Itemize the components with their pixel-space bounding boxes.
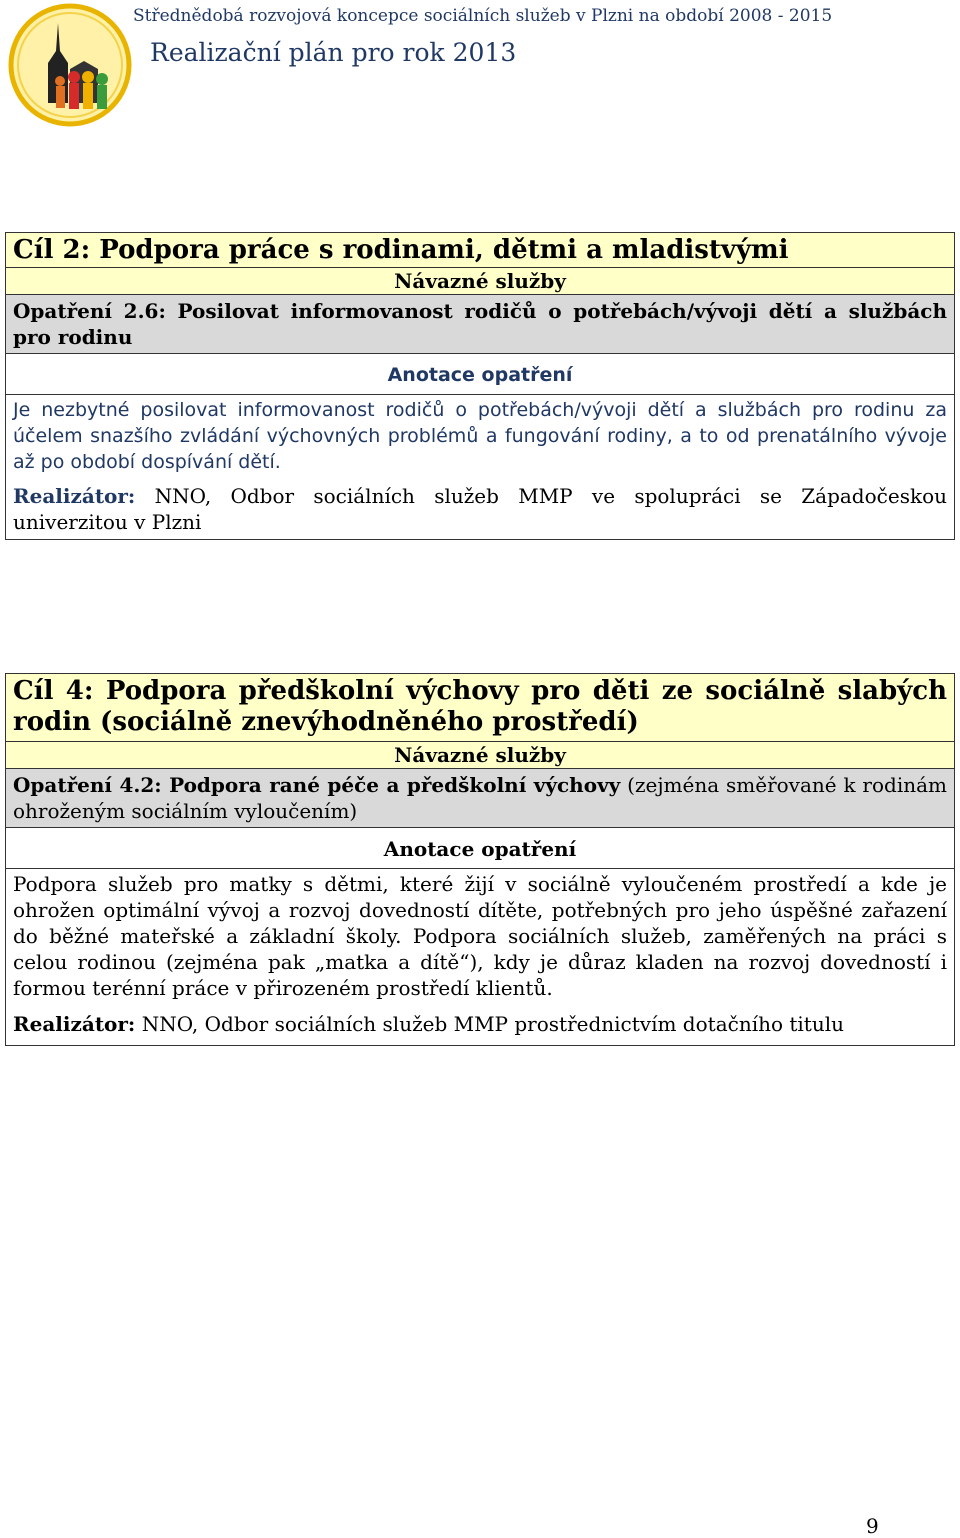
realizer-label: Realizátor: xyxy=(13,1012,136,1036)
city-logo-icon xyxy=(8,3,133,128)
goal-heading: Cíl 4: Podpora předškolní výchovy pro děti ze sociálně slabých rodin (sociálně znevýhodněného prostředí) xyxy=(6,674,955,742)
document-title: Střednědobá rozvojová koncepce sociálních služeb v Plzni na období 2008 - 2015 xyxy=(133,6,833,26)
measure-note: (zejména směřované k rodinám ohroženým sociálním vyloučením) xyxy=(13,773,947,823)
goal-heading: Cíl 2: Podpora práce s rodinami, dětmi a mladistvými xyxy=(6,233,955,268)
annotation-text: Je nezbytné posilovat informovanost rodičů o potřebách/vývoji dětí a službách pro rodinu za účelem snazšího zvládání výchovných problémů a fungování rodiny, a to od prenatálního vývoje až po období dospívání dětí. xyxy=(13,399,947,473)
annotation-cell xyxy=(6,395,955,540)
services-heading: Návazné služby xyxy=(6,742,955,769)
annotation-cell xyxy=(6,869,955,1046)
annotation-heading: Anotace opatření xyxy=(6,354,955,395)
annotation-text: Podpora služeb pro matky s dětmi, které žijí v sociálně vyloučeném prostředí a kde je ohrožen optimální vývoj a rozvoj dovedností dítěte, potřebných pro jeho úspěšné zařazení do běžné mateřské a základní školy. Podpora sociálních služeb, zaměřených na práci s celou rodinou (zejména pak „matka a dítě“), kdy je důraz kladen na rozvoj dovedností i formou terénní práce v přirozeném prostředí klientů. xyxy=(13,872,947,1000)
realizer-text: NNO, Odbor sociálních služeb MMP prostřednictvím dotačního titulu xyxy=(141,1012,845,1036)
page-number: 9 xyxy=(866,1514,879,1538)
measure-heading xyxy=(6,769,955,828)
document-subtitle: Realizační plán pro rok 2013 xyxy=(150,38,517,67)
realizer-label: Realizátor: xyxy=(13,484,136,508)
goal-2-block xyxy=(5,232,955,540)
measure-heading: Opatření 2.6: Posilovat informovanost rodičů o potřebách/vývoji dětí a službách pro rodinu xyxy=(6,295,955,354)
measure-title: Opatření 4.2: Podpora rané péče a předškolní výchovy xyxy=(13,773,621,797)
services-heading: Návazné služby xyxy=(6,268,955,295)
goal-4-block xyxy=(5,673,955,1046)
realizer-text: NNO, Odbor sociálních služeb MMP ve spolupráci se Západočeskou univerzitou v Plzni xyxy=(13,484,947,534)
annotation-heading: Anotace opatření xyxy=(6,828,955,869)
